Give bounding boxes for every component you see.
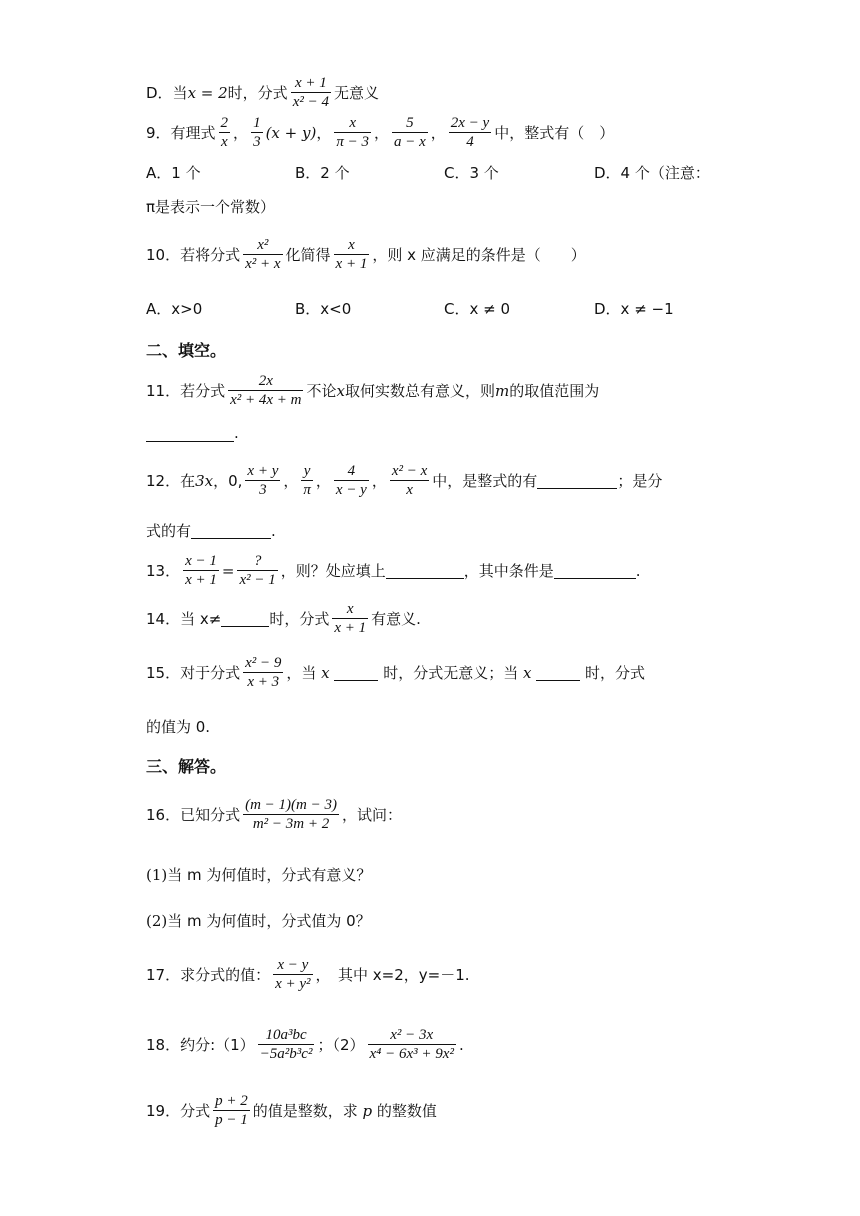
fraction: x² − 3x x⁴ − 6x³ + 9x² [369,1027,454,1062]
math-cond: x = 2 [187,83,228,102]
fraction: (m − 1)(m − 3) m² − 3m + 2 [245,797,337,832]
answer-blank[interactable] [386,562,464,579]
question-17: 17．求分式的值： x − y x + y² ， 其中 x=2，y=－1. [146,957,470,992]
question-10: 10．若将分式 x² x² + x 化简得 x x + 1 ，则 x 应满足的条件是（ ） [146,237,586,272]
q9-option-c: C．3 个 [444,164,499,182]
question-16-part-1: (1) 当 m 为何值时，分式有意义？ [146,865,372,884]
q10-option-b: B．x<0 [295,300,352,318]
fraction: 10a³bc −5a²b³c² [259,1027,313,1062]
fraction: x x + 1 [334,601,367,636]
question-19: 19．分式 p + 2 p − 1 的值是整数，求 p 的整数值 [146,1093,437,1128]
fraction: 4 x − y [335,463,367,498]
fraction: x + y 3 [247,463,279,498]
question-11: 11．若分式 2x x² + 4x + m 不论 x 取何实数总有意义，则 m 的取值范围为 [146,373,600,408]
question-15: 15．对于分式 x² − 9 x + 3 ，当 x 时，分式无意义；当 x 时，分式 [146,655,646,690]
q10-option-a: A．x>0 [146,300,203,318]
answer-blank[interactable] [536,664,580,681]
fraction: 5 a − x [393,115,426,150]
q9-option-a: A．1 个 [146,164,201,182]
question-13: 13． x − 1 x + 1 = ? x² − 1 ，则？处应填上 ，其中条件是 . [146,553,641,588]
answer-blank[interactable] [221,610,269,627]
answer-blank[interactable] [146,425,234,442]
question-16: 16．已知分式 (m − 1)(m − 3) m² − 3m + 2 ，试问： [146,797,402,832]
answer-blank[interactable] [191,522,271,539]
q10-option-c: C．x ≠ 0 [444,300,510,318]
question-14: 14．当 x≠ 时，分式 x x + 1 有意义. [146,601,421,636]
fraction: x² x² + x [245,237,281,272]
fraction: 1 3 [253,115,261,150]
question-9: 9．有理式 2 x ， 1 3 (x + y) ， x π − 3 ， 5 a − x ， 2x − y 4 中，整式有（ ） [146,115,615,150]
fraction: x π − 3 [336,115,369,150]
section-heading-solve: 三、解答。 [146,757,227,776]
question-18: 18．约分:（1） 10a³bc −5a²b³c² ；（2） x² − 3x x⁴ − 6x³ + 9x² . [146,1027,464,1062]
fraction: 2x x² + 4x + m [230,373,302,408]
q9-option-d: D．4 个（注意： [594,164,710,182]
fraction: x + 1 x² − 4 [292,75,329,110]
q8-option-d: D．当 x = 2 时，分式 x + 1 x² − 4 无意义 [146,75,379,110]
fraction: x − 1 x + 1 [185,553,217,588]
fraction: 2x − y 4 [450,115,490,150]
section-heading-fill: 二、填空。 [146,341,227,360]
answer-blank[interactable] [537,472,617,489]
answer-blank[interactable] [334,664,378,681]
fraction: x² − 9 x + 3 [245,655,282,690]
fraction: x − y x + y² [275,957,311,992]
q9-option-b: B．2 个 [295,164,350,182]
q10-option-d: D．x ≠ −1 [594,300,674,318]
question-15-line2: 的值为 0. [146,718,211,736]
q9-note: π是表示一个常数） [146,198,276,216]
fraction: p + 2 p − 1 [215,1093,248,1128]
answer-blank[interactable] [554,562,636,579]
question-11-blank-line: . [146,424,239,442]
question-12-line2: 式的有 . [146,521,276,540]
question-12: 12．在 3x ，0, x + y 3 ， y π ， 4 x − y ， x² − x x 中，是整式的有 ；是分 [146,463,663,498]
fraction: 2 x [220,115,229,150]
question-16-part-2: (2) 当 m 为何值时，分式值为 0？ [146,911,371,930]
fraction: y π [303,463,311,498]
fraction: x x + 1 [335,237,368,272]
fraction: x² − x x [391,463,428,498]
fraction: ? x² − 1 [239,553,276,588]
